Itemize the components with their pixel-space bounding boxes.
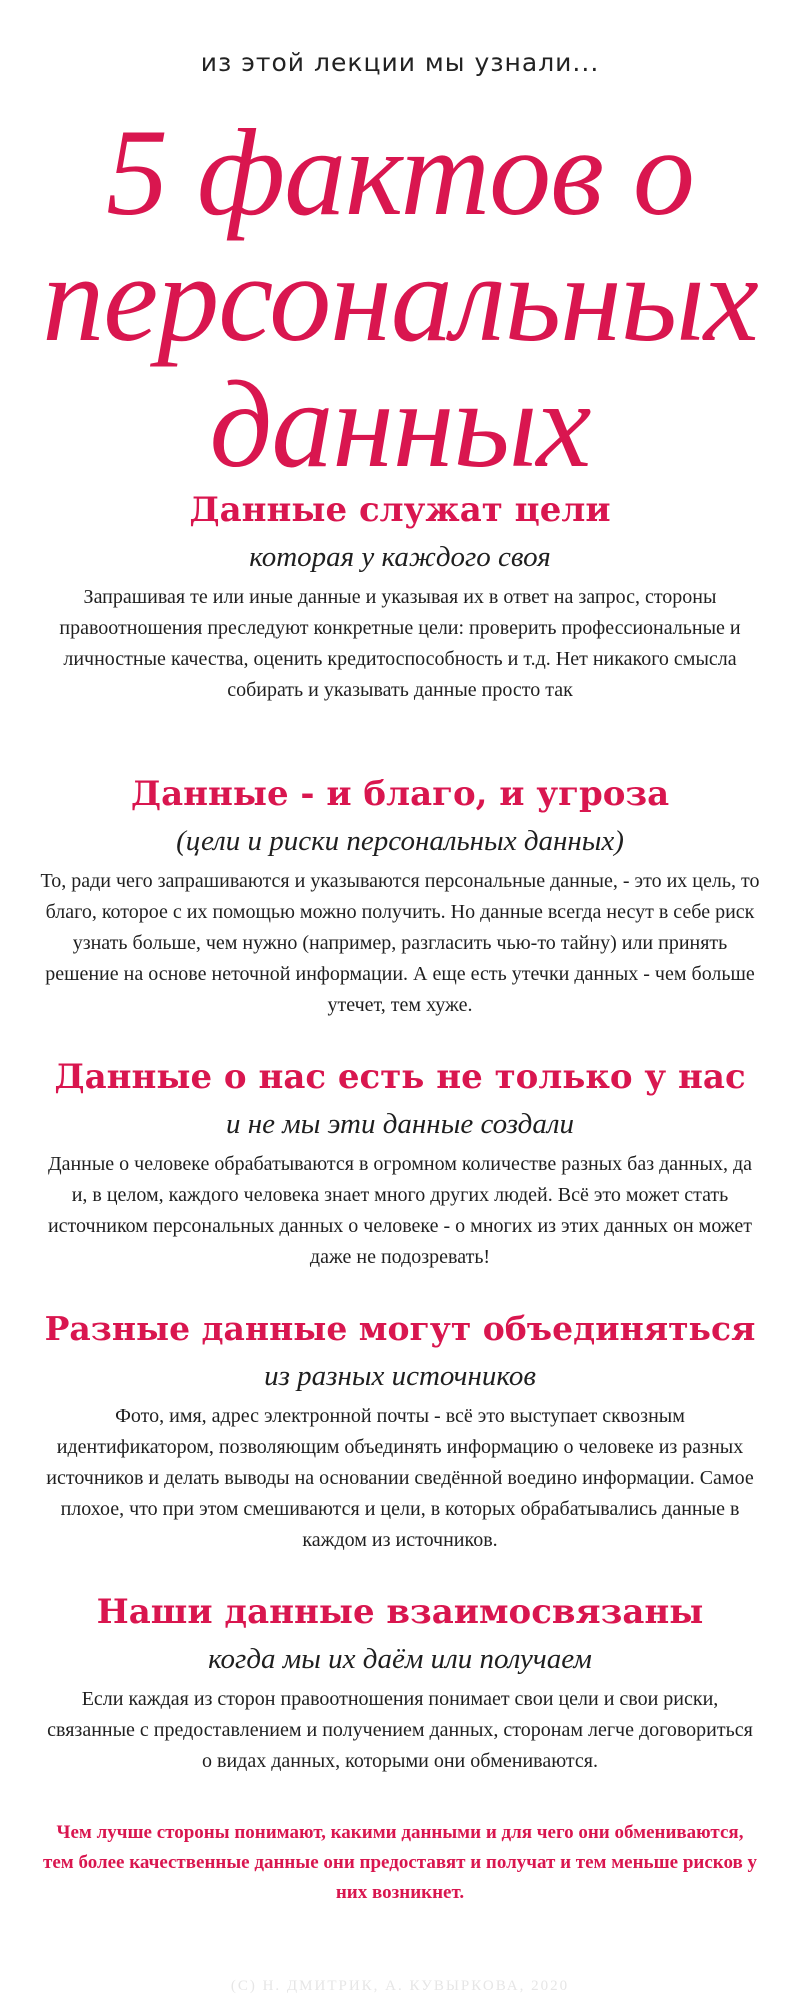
fact-heading-1: Данные служат цели [189,490,611,530]
title-line-3: данных [209,356,591,493]
title-line-1: 5 фактов о [106,104,694,241]
fact-subtitle-1: которая у каждого своя [249,541,551,573]
fact-subtitle-4: из разных источников [264,1360,536,1392]
fact-body-2: То, ради чего запрашиваются и указываются персональные данные, - это их цель, то благо, которое с их помощью можно получить. Но данные всегда несут в себе риск узнать больше, чем нужно (например, разгласить чью-то тайну) или принять решение на основе неточной информации. А еще есть утечки данных - чем больше утечет, тем хуже. [40,870,760,1016]
page-title [0,104,800,493]
fact-section-4 [40,1307,760,1556]
fact-heading-5: Наши данные взаимосвязаны [96,1592,704,1632]
copyright-text: (С) Н. ДМИТРИК, А. КУВЫРКОВА, 2020 [230,1978,570,1994]
fact-section-1 [40,488,760,706]
fact-heading-3: Данные о нас есть не только у нас [54,1057,746,1097]
fact-body-5: Если каждая из сторон правоотношения понимает свои цели и свои риски, связанные с предоставлением и получением данных, сторонам легче договориться о видах данных, которыми они обмениваются. [47,1688,753,1772]
fact-section-2 [40,772,760,1021]
fact-subtitle-5: когда мы их даём или получаем [208,1643,592,1675]
fact-section-3 [40,1055,760,1273]
fact-section-5 [40,1590,760,1777]
fact-heading-2: Данные - и благо, и угроза [130,774,670,814]
fact-body-4: Фото, имя, адрес электронной почты - всё это выступает сквозным идентификатором, позволяющим объединять информацию о человеке из разных источников и делать выводы на основании сведённой воедино информации. Самое плохое, что при этом смешиваются и цели, в которых обрабатывались данные в каждом из источников. [46,1405,754,1551]
title-line-2: персональных [42,230,758,367]
fact-body-1: Запрашивая те или иные данные и указывая их в ответ на запрос, стороны правоотношения преследуют конкретные цели: проверить профессиональные и личностные качества, оценить кредитоспособность и т.д. Нет никакого смысла собирать и указывать данные просто так [59,586,741,701]
fact-subtitle-3: и не мы эти данные создали [226,1108,574,1140]
fact-heading-4: Разные данные могут объединяться [44,1309,756,1348]
conclusion-text: Чем лучше стороны понимают, какими данными и для чего они обмениваются, тем более качественные данные они предоставят и получат и тем меньше рисков у них возникнет. [42,1822,758,1903]
intro-text: из этой лекции мы узнали... [200,48,600,77]
fact-subtitle-2: (цели и риски персональных данных) [176,825,624,857]
fact-body-3: Данные о человеке обрабатываются в огромном количестве разных баз данных, да и, в целом, каждого человека знает много других людей. Всё это может стать источником персональных данных о человеке - о многих из этих данных он может даже не подозревать! [47,1153,753,1268]
